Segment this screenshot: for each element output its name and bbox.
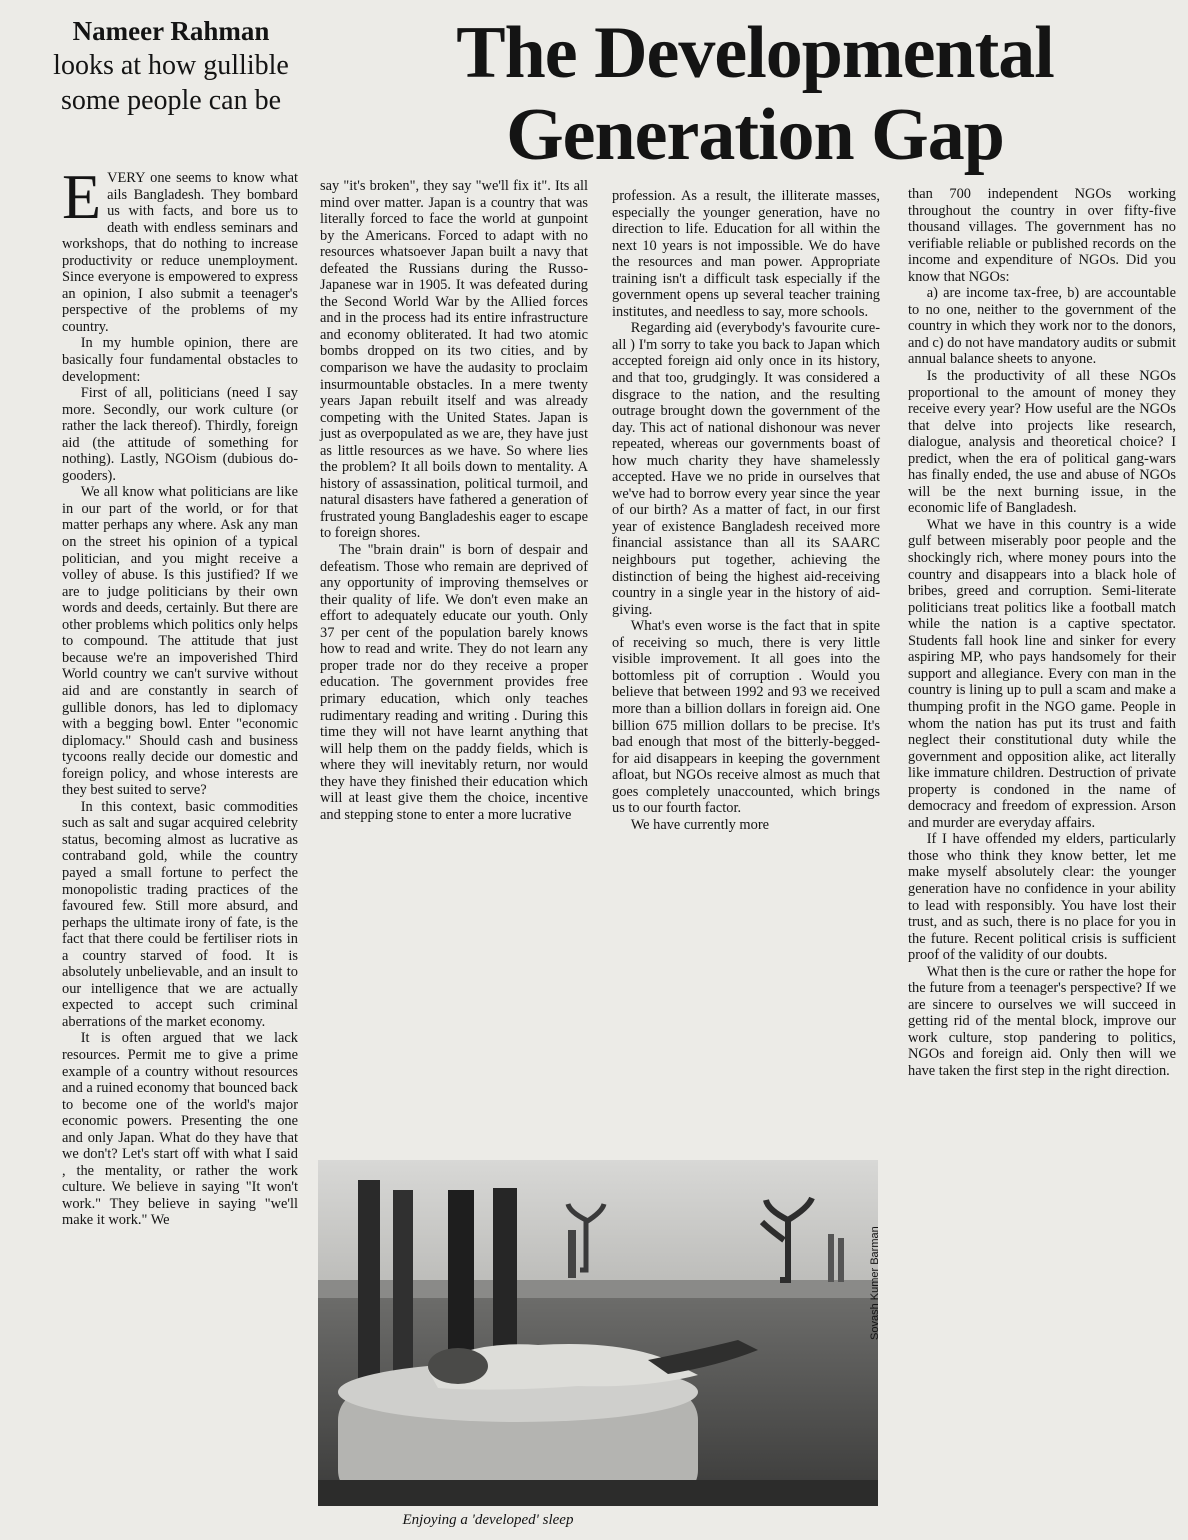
article-column-3	[612, 188, 880, 1156]
standfirst-kicker: looks at how gullible some people can be	[53, 50, 289, 116]
paragraph-text: VERY one seems to know what ails Bangladesh. They bombard us with facts, and bore us to death with endless seminars and workshops, that do nothing to increase productivity or reduce unemployment. Since everyone is empowered to express an opinion, I also submit a teenager's perspective of the problems of my country.	[62, 170, 298, 335]
headline-line-1: The Developmental	[456, 12, 1054, 94]
paragraph: If I have offended my elders, particularly those who think they know better, let me make myself absolutely clear: the younger generation have no confidence in your ability to lead with responsibly. You have lost their trust, and as such, there is no place for you in the future. Recent political crisis is sufficient proof of the validity of our doubts.	[908, 831, 1176, 964]
paragraph: a) are income tax-free, b) are accountable to no one, neither to the government of the country in which they work nor to the donors, and c) do not have mandatory audits or submit annual balance sheets to anyone.	[908, 285, 1176, 368]
article-column-2	[320, 178, 588, 1150]
news-photo	[318, 1160, 878, 1506]
article-column-1	[62, 161, 298, 1530]
paragraph: It is often argued that we lack resources. Permit me to give a prime example of a country without resources and a ruined economy that bounced back to become one of the world's major economic powers. Presenting the one and only Japan. What do they have that we don't? Let's start off with what I said , the mentality, or rather the work culture. We believe in saying "It won't work." They believe in saying "we'll make it work." We	[62, 1030, 298, 1229]
drop-cap: E	[62, 161, 102, 232]
paragraph: What we have in this country is a wide gulf between miserably poor people and the shockingly rich, where money pours into the country and disappears into a black hole of bribes, greed and corruption. Semi-literate politicians treat politics like a football match while the nation is a captive spectator. Students fall hook line and sinker for every aspiring MP, who pays handsomely for their support and allegiance. Every con man in the country is lining up to pull a scam and make a thumping profit in the NGO game. People in whom the nation has put its trust and faith neglect their constitutional duty while the government and opposition alike, act literally like immature children. Destruction of private property is condoned in the name of democracy and freedom of expression. Arson and murder are everyday affairs.	[908, 516, 1176, 831]
paragraph: We all know what politicians are like in our part of the world, or for that matter perhaps any where. Ask any man on the street his opinion of a typical politician, and you might receive a volley of abuse. Is this justified? If we are to judge politicians by their own words and deeds, certainly. But there are other problems which politics only helps to compound. The attitude that just because we're an impoverished Third World country we can't survive without aid and are constantly in search of gullible donors, has led to diplomacy with a begging bowl. Enter "economic diplomacy." Should cash and business tycoons really decide our domestic and foreign policy, and whose interests are they best suited to serve?	[62, 484, 298, 799]
sleeping-man-photo	[318, 1160, 878, 1506]
photo-credit: Sovash Kumer Barman	[869, 1226, 881, 1340]
paragraph: say "it's broken", they say "we'll fix it". Its all mind over matter. Japan is a country that was literally forced to face the world at gunpoint by the Americans. Forced to adapt with no resources whatsoever Japan built a navy that defeated the Russians during the Russo-Japanese war in 1905. It was defeated during the Second World War by the Allied forces and in the process had its entire infrastructure and economy obliterated. It had two atomic bombs dropped on its two cities, and by comparison we have the audasity to proclaim insurmountable obstacles. In a mere twenty years Japan rebuilt itself and was already competing with the United States. Japan is just as overpopulated as we are, they have just as little resources as we have. So where lies the problem? It all boils down to mentality. A history of assassination, political turmoil, and natural disasters have fathered a generation of frustrated young Bangladeshis eager to escape to foreign shores.	[320, 178, 588, 542]
paragraph: First of all, politicians (need I say more. Secondly, our work culture (or rather the lack thereof). Thirdly, foreign aid (the attitude of something for nothing). Lastly, NGOism (dubious do-gooders).	[62, 385, 298, 484]
paragraph	[62, 161, 298, 335]
paragraph: than 700 independent NGOs working throughout the country in over fifty-five thousand villages. The government has no verifiable reliable or published records on the income and expenditure of NGOs. Did you know that NGOs:	[908, 186, 1176, 285]
paragraph: profession. As a result, the illiterate masses, especially the younger generation, have no direction to life. Education for all within the next 10 years is not impossible. We do have the resources and man power. Appropriate training isn't a difficult task especially if the government opens up several teacher training institutes, and needless to say, more schools.	[612, 188, 880, 320]
photo-caption: Enjoying a 'developed' sleep	[402, 1512, 574, 1528]
headline-line-2: Generation Gap	[506, 94, 1004, 176]
paragraph: We have currently more	[630, 816, 770, 833]
headline	[330, 12, 1180, 176]
standfirst	[40, 14, 302, 118]
paragraph: Is the productivity of all these NGOs proportional to the amount of money they receive every year? How useful are the NGOs that delve into projects like research, dialogue, analysis and theoretical choice? I predict, when the era of political gang-wars has finally ended, the use and abuse of NGOs will be the next burning issue, in the economic life of Bangladesh.	[908, 368, 1176, 517]
paragraph: In this context, basic commodities such as salt and sugar acquired celebrity status, becoming almost as lucrative as contraband gold, while the country payed a small fortune to perfect the monopolistic trading practices of the favoured few. Still more absurd, and perhaps the ultimate irony of fate, is the fact that there could be fertiliser riots in a country starved of food. It is absolutely unbelievable, and an insult to our intelligence that we are actually expected to accept such criminal aberrations of the market economy.	[62, 798, 298, 1030]
paragraph: Regarding aid (everybody's favourite cure-all ) I'm sorry to take you back to Japan which accepted foreign aid only once in its history, and that too, grudgingly. It was considered a disgrace to the nation, and the resulting outrage brought down the government of the day. This act of national dishonour was never repeated, whereas our governments boast of how much charity they have shamelessly accepted. Have we no pride in ourselves that we've had to borrow every year since the year of our birth? As a matter of fact, in our first year of existence Bangladesh received more financial assistance than all its SAARC neighbours put together, achieving the distinction of being the highest aid-receiving country in a single year in the history of aid-giving.	[612, 320, 880, 618]
paragraph: What's even worse is the fact that in spite of receiving so much, there is very little visible improvement. It all goes into the bottomless pit of corruption . Would you believe that between 1992 and 93 we received more than a billion dollars in foreign aid. One billion 675 million dollars to be precise. It's bad enough that most of the bitterly-begged-for aid disappears in keeping the government afloat, but NGOs receive almost as much that goes completely unaccounted, which brings us to our fourth factor.	[612, 618, 880, 817]
paragraph: What then is the cure or rather the hope for the future from a teenager's perspective? If we are sincere to ourselves we will succeed in getting rid of the mental block, improve our work culture, stop pandering to politics, NGOs and foreign aid. Only then will we have taken the first step in the right direction.	[908, 963, 1176, 1079]
author-name: Nameer Rahman	[72, 16, 270, 46]
article-column-4	[908, 186, 1176, 1536]
paragraph: The "brain drain" is born of despair and defeatism. Those who remain are deprived of any opportunity of improving themselves or their quality of life. We don't even make an effort to adequately educate our youth. Only 37 per cent of the population barely knows how to read and write. They do not learn any proper trade nor do they receive a proper education. The government provides free primary education, which only teaches rudimentary reading and writing . During this time they will not have learnt anything that will help them on the paddy fields, which is where they will inevitably return, nor would they have they finished their education which will at least give them the choice, incentive and stepping stone to enter a more lucrative	[320, 542, 588, 823]
paragraph: In my humble opinion, there are basically four fundamental obstacles to development:	[62, 335, 298, 385]
